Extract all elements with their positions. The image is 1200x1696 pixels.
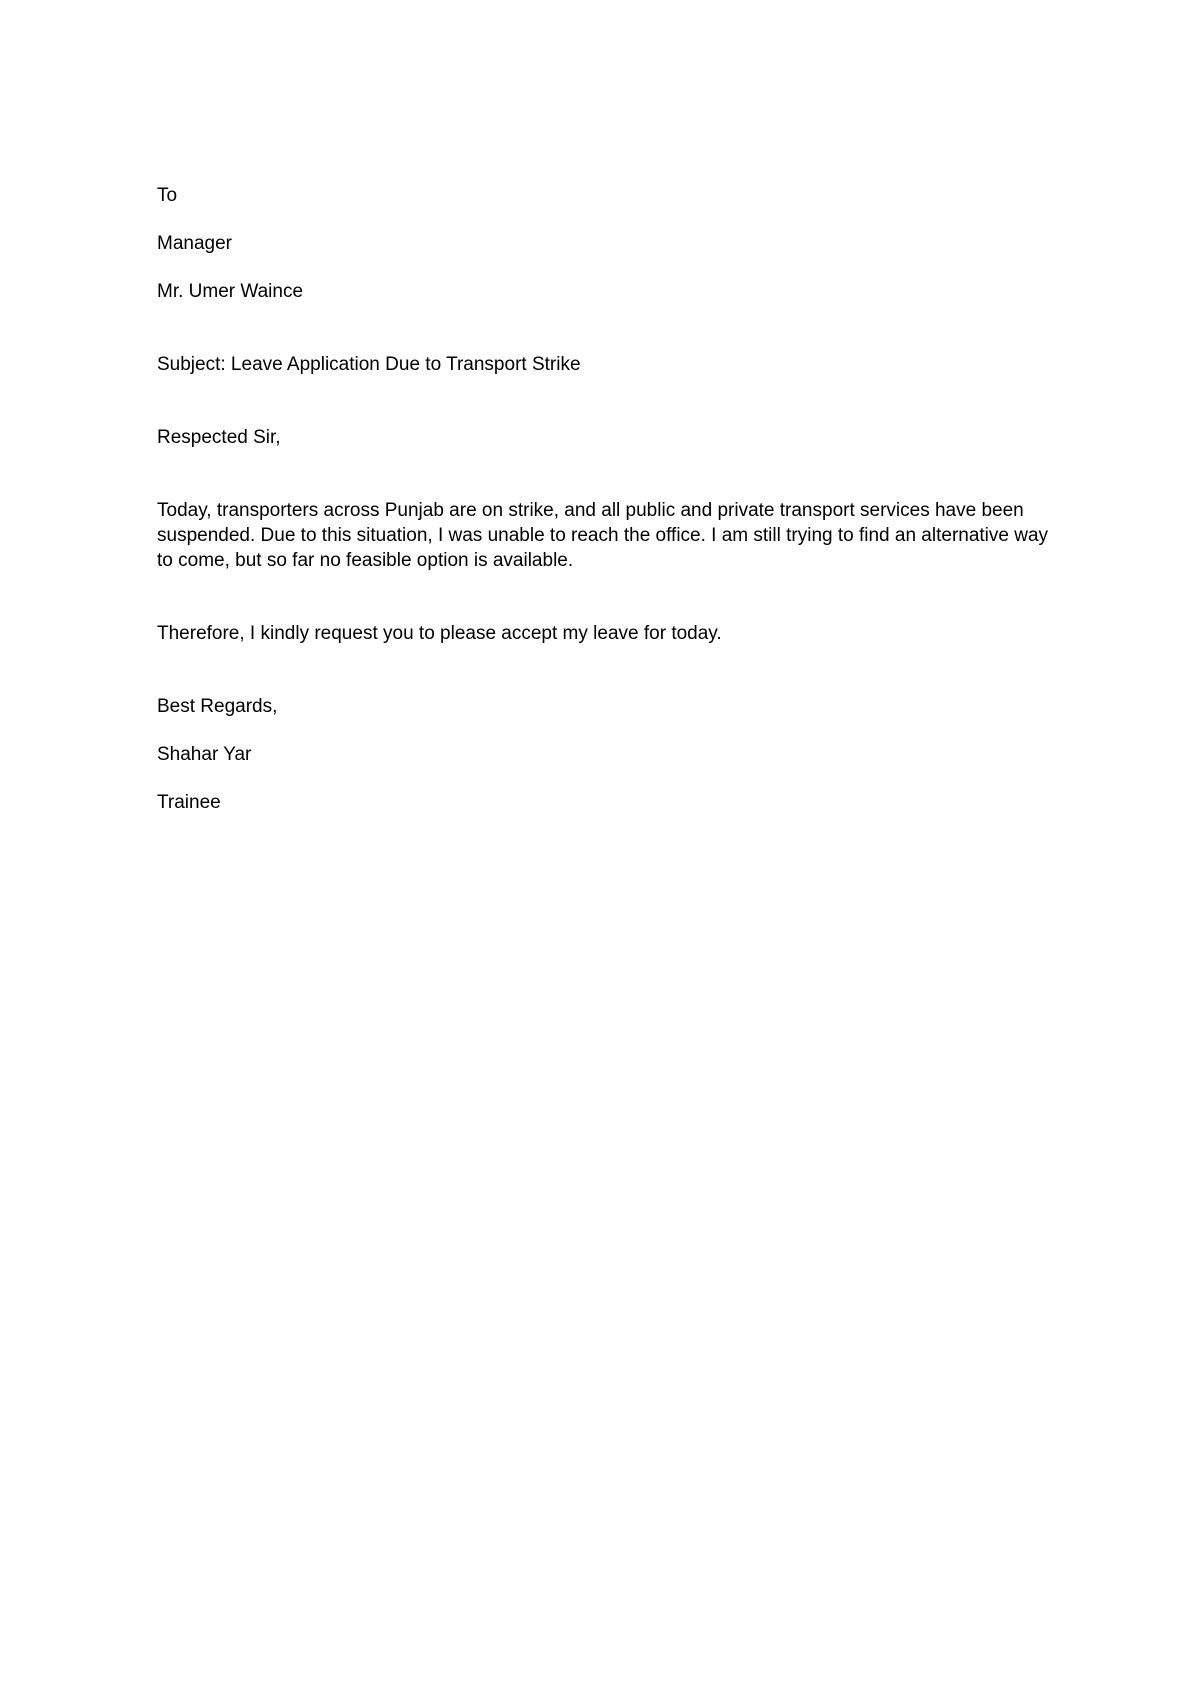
letter-body bbox=[157, 183, 1057, 815]
recipient-name: Mr. Umer Waince bbox=[157, 281, 304, 302]
body-paragraph-1: Today, transporters across Punjab are on strike, and all public and private transport services have been suspended. Due to this situation, I was unable to reach the office. I am still trying to find an alternative way to come, but so far no feasible option is available. bbox=[157, 500, 1049, 571]
body-paragraph-2: Therefore, I kindly request you to please accept my leave for today. bbox=[157, 623, 722, 644]
salutation: Respected Sir, bbox=[157, 427, 281, 448]
closing: Best Regards, bbox=[157, 696, 278, 717]
sender-title: Trainee bbox=[157, 792, 221, 813]
recipient-title: Manager bbox=[157, 233, 232, 254]
subject-line: Subject: Leave Application Due to Transport Strike bbox=[157, 354, 581, 375]
sender-name: Shahar Yar bbox=[157, 744, 252, 765]
to-label: To bbox=[157, 185, 178, 206]
